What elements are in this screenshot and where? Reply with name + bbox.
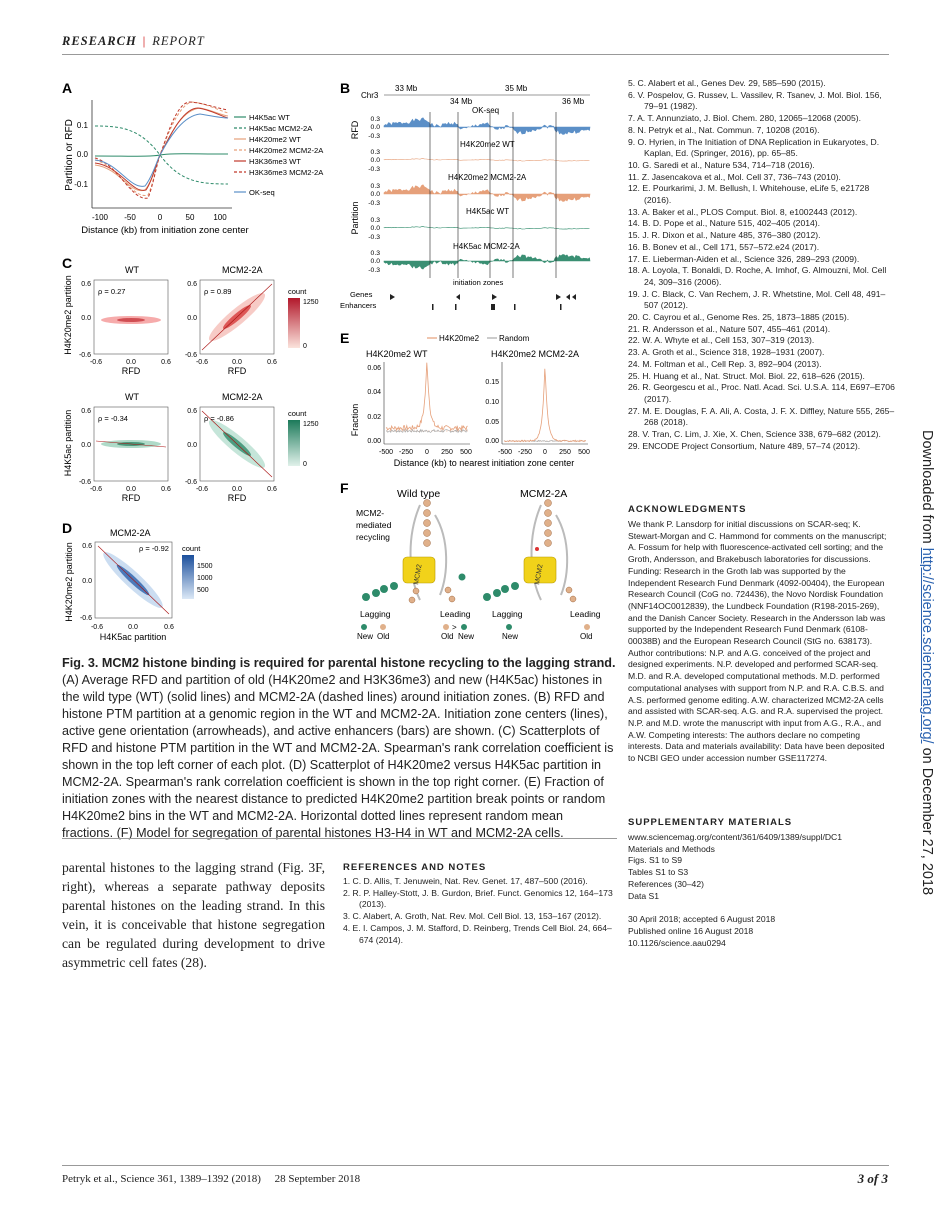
reference-item: 7. A. T. Annunziato, J. Biol. Chem. 280, 12065–12068 (2005). xyxy=(628,113,861,124)
d-ytick: -0.6 xyxy=(79,615,92,622)
panel-label-a: A xyxy=(62,80,73,96)
f-gt: > xyxy=(452,623,457,632)
c-colorbar-red xyxy=(288,298,300,348)
mcm-label: MCM2 xyxy=(534,563,545,586)
mcm-label: MCM2 xyxy=(413,563,424,586)
c-count-max: 1250 xyxy=(303,299,319,306)
b-genes-label: Genes xyxy=(350,290,373,299)
track-h4k20me2-mcm xyxy=(384,185,590,202)
svg-text:-0.3: -0.3 xyxy=(368,166,380,173)
panel-a xyxy=(64,100,324,236)
panel-label-c: C xyxy=(62,255,73,271)
b-tick-labels xyxy=(368,116,380,274)
d-title: MCM2-2A xyxy=(110,528,151,538)
f-new: New xyxy=(357,632,374,641)
b-chr: Chr3 xyxy=(361,91,379,100)
panel-label-d: D xyxy=(62,520,73,536)
c-rho: ρ = -0.34 xyxy=(98,414,128,423)
footer-citation xyxy=(62,1173,360,1185)
c-xlabel: RFD xyxy=(227,493,247,503)
download-watermark xyxy=(919,430,935,895)
supplementary-list xyxy=(628,832,893,949)
acknowledgments-heading: ACKNOWLEDGMENTS xyxy=(628,504,747,515)
reference-item: 17. E. Lieberman-Aiden et al., Science 326, 289–293 (2009). xyxy=(628,253,860,264)
reference-item: 22. W. A. Whyte et al., Cell 153, 307–319 (2013). xyxy=(628,335,815,346)
panel-d xyxy=(64,528,213,642)
supp-date: 30 April 2018; accepted 6 August 2018 xyxy=(628,914,776,925)
svg-text:0.3: 0.3 xyxy=(370,116,380,123)
reference-item: 5. C. Alabert et al., Genes Dev. 29, 585–590 (2015). xyxy=(628,78,826,88)
reference-item: 16. B. Bonev et al., Cell 171, 557–572.e24 (2017). xyxy=(628,241,820,252)
e-ytick: 0.00 xyxy=(485,438,499,445)
reference-item: 4. E. I. Campos, J. M. Stafford, D. Reinberg, Trends Cell Biol. 24, 664–674 (2014). xyxy=(343,922,612,945)
references-list-left xyxy=(343,876,613,946)
a-ytick: -0.1 xyxy=(74,180,88,189)
b-enhancers-label: Enhancers xyxy=(340,301,377,310)
svg-text:0.0: 0.0 xyxy=(126,486,136,493)
svg-text:0.6: 0.6 xyxy=(81,281,91,288)
panel-label-e: E xyxy=(340,330,350,346)
d-level: 500 xyxy=(197,587,209,594)
svg-text:0.6: 0.6 xyxy=(267,359,277,366)
svg-text:0.3: 0.3 xyxy=(370,250,380,257)
c-count-label: count xyxy=(288,409,307,418)
e-ytick: 0.04 xyxy=(367,389,381,396)
c-title: WT xyxy=(125,392,139,402)
e-xlabel: Distance (kb) to nearest initiation zone center xyxy=(393,458,575,468)
svg-text:0.6: 0.6 xyxy=(187,408,197,415)
svg-text:-0.6: -0.6 xyxy=(184,352,197,359)
d-xtick: -0.6 xyxy=(90,624,104,631)
svg-text:-0.6: -0.6 xyxy=(78,352,91,359)
svg-text:0.0: 0.0 xyxy=(81,442,91,449)
curve-h3k36me3-wt xyxy=(95,108,228,190)
svg-text:0.0: 0.0 xyxy=(370,258,380,265)
reference-item: 19. J. C. Black, C. Van Rechem, J. R. Whetstine, Mol. Cell 48, 491–507 (2012). xyxy=(628,288,886,311)
acknowledgments-text: We thank P. Lansdorp for initial discussions on SCAR-seq; K. Stewart-Morgan and C. Hammond for comments on the manuscript; A. Fossum for help with fluorescence-activated cell sorting; and the Groth, Andersson, and Brakebusch laboratories for discussions. Funding: Research in the Groth lab was supported by the Independent Research Fund Denmark (4092-00404), the European Research Council (CoG no. 724436), the Novo Nordisk Foundation (NNF14OC0012839), the Lundbeck Foundation (R198-2015-269), and the Danish Cancer Society. Research in the Andersson lab was supported by the Independent Research Fund Denmark (6108-00038B) and the European Research Council (StG no. 638173). Author contributions: N.P. and A.G. conceived of the project and designed experiments. N.P. developed and performed SCAR-seq. M.D. and R.A. developed computational methods. M.D. performed computational analyses with support from N.P. and R.A. C.B.S. and A.S. performed genome editing. A.W. characterized MCM2-2A cells and assisted with SCAR-seq. A.G. and R.A. supervised the project. N.P. and M.D. wrote the manuscript with input from A.G., R.A., and A.W. Competing interests: The authors declare no competing interests. Data and materials availability: Data have been deposited to NCBI GEO under accession number GSE117274. xyxy=(628,519,887,764)
panel-label-f: F xyxy=(340,480,349,496)
panel-a-ylabel: Partition or RFD xyxy=(64,119,75,191)
curve-h4k5ac-wt xyxy=(95,154,228,157)
c-xlabel: RFD xyxy=(227,366,247,376)
a-legend-item: H4K5ac MCM2-2A xyxy=(249,124,313,133)
b-coord: 33 Mb xyxy=(395,84,418,93)
e-ytick: 0.10 xyxy=(485,399,499,406)
reference-item: 2. R. P. Halley-Stott, J. B. Gurdon, Brief. Funct. Genomics 12, 164–173 (2013). xyxy=(343,887,613,910)
f-lagging: Lagging xyxy=(360,609,391,619)
panel-c xyxy=(63,265,319,503)
b-track-label: H4K5ac WT xyxy=(466,207,510,216)
svg-text:0.6: 0.6 xyxy=(161,486,171,493)
c-ylabel-top: H4K20me2 partition xyxy=(63,275,73,355)
svg-text:-0.6: -0.6 xyxy=(184,479,197,486)
reference-item: 29. ENCODE Project Consortium, Nature 489, 57–74 (2012). xyxy=(628,440,861,451)
issue-date: 28 September 2018 xyxy=(274,1173,361,1185)
e-xtick: -500 xyxy=(378,449,394,456)
track-okseq xyxy=(384,118,590,135)
d-count-label: count xyxy=(182,544,201,553)
reference-item: 3. C. Alabert, A. Groth, Nat. Rev. Mol. Cell Biol. 13, 153–167 (2012). xyxy=(343,911,602,922)
e-xtick: 500 xyxy=(578,449,590,456)
supp-url[interactable]: www.sciencemag.org/content/361/6409/1389/suppl/DC1 xyxy=(628,832,843,842)
svg-text:-0.3: -0.3 xyxy=(368,267,380,274)
f-old: Old xyxy=(377,632,390,641)
svg-text:-0.6: -0.6 xyxy=(89,359,103,366)
d-ylabel: H4K20me2 partition xyxy=(64,542,74,622)
c-title: MCM2-2A xyxy=(222,392,263,402)
track-h4k5ac-wt xyxy=(384,227,590,230)
b-track-label: H4K5ac MCM2-2A xyxy=(453,242,520,251)
e-xtick: -250 xyxy=(517,449,533,456)
e-legend: Random xyxy=(499,334,530,343)
article-type: REPORT xyxy=(152,34,205,48)
d-xtick: 0.0 xyxy=(128,624,138,631)
panel-b xyxy=(340,84,590,310)
a-xtick: -100 xyxy=(91,213,109,222)
f-new: New xyxy=(458,632,475,641)
c-rho: ρ = -0.86 xyxy=(204,414,234,423)
svg-text:0.6: 0.6 xyxy=(161,359,171,366)
e-xtick: 0 xyxy=(543,449,547,456)
d-level: 1500 xyxy=(197,563,213,570)
svg-text:0.0: 0.0 xyxy=(126,359,136,366)
supp-doi: 10.1126/science.aau0294 xyxy=(628,937,726,948)
svg-text:-0.6: -0.6 xyxy=(78,479,91,486)
svg-text:-0.6: -0.6 xyxy=(89,486,103,493)
reference-item: 18. A. Loyola, T. Bonaldi, D. Roche, A. Imhof, G. Almouzni, Mol. Cell 24, 309–316 (2006). xyxy=(628,265,887,287)
panel-e xyxy=(350,334,590,468)
svg-text:0.0: 0.0 xyxy=(370,157,380,164)
e-ytick: 0.06 xyxy=(367,365,381,372)
svg-text:0.0: 0.0 xyxy=(370,225,380,232)
watermark-suffix: on December 27, 2018 xyxy=(919,747,935,896)
watermark-prefix: Downloaded from xyxy=(919,430,935,544)
a-legend-item: OK-seq xyxy=(249,188,275,197)
d-ytick: 0.6 xyxy=(82,543,92,550)
supp-line: Materials and Methods xyxy=(628,843,715,854)
caption-rule xyxy=(62,838,617,839)
fork-mcm2-2a xyxy=(483,500,576,603)
a-xtick: 50 xyxy=(185,213,195,222)
reference-item: 27. M. E. Douglas, F. A. Ali, A. Costa, J. F. X. Diffley, Nature 555, 265–268 (2018). xyxy=(628,405,895,428)
c-xticks xyxy=(90,359,277,493)
b-coord: 35 Mb xyxy=(505,84,528,93)
c-colorbar-green xyxy=(288,420,300,466)
reference-item: 21. R. Andersson et al., Nature 507, 455–461 (2014). xyxy=(628,323,831,334)
svg-text:0.3: 0.3 xyxy=(370,149,380,156)
d-level: 1000 xyxy=(197,575,213,582)
header-separator: | xyxy=(142,34,147,48)
e-ylabel: Fraction xyxy=(350,403,360,437)
e-ytick: 0.00 xyxy=(367,438,381,445)
svg-text:-0.6: -0.6 xyxy=(195,486,209,493)
svg-text:-0.3: -0.3 xyxy=(368,200,380,207)
b-rfd-label: RFD xyxy=(350,120,360,140)
c-title: MCM2-2A xyxy=(222,265,263,275)
a-legend-item: H4K5ac WT xyxy=(249,113,290,122)
f-mediated: mediated xyxy=(356,520,392,530)
e-ytick: 0.02 xyxy=(367,414,381,421)
b-track-label: H4K20me2 WT xyxy=(460,140,515,149)
svg-text:0.3: 0.3 xyxy=(370,217,380,224)
caption-title: Fig. 3. MCM2 histone binding is required for parental histone recycling to the lagging strand. xyxy=(62,656,616,670)
panel-label-b: B xyxy=(340,80,351,96)
f-wt-title: Wild type xyxy=(397,488,441,500)
b-coord: 34 Mb xyxy=(450,97,473,106)
c-xlabel: RFD xyxy=(121,493,141,503)
curve-h4k20me2-mcm xyxy=(95,102,228,195)
d-ytick: 0.0 xyxy=(82,578,92,585)
a-legend-item: H3K36me3 WT xyxy=(249,157,301,166)
page-number: 3 of 3 xyxy=(857,1171,888,1186)
svg-text:-0.6: -0.6 xyxy=(195,359,209,366)
a-legend-item: H4K20me2 MCM2-2A xyxy=(249,146,324,155)
svg-text:0.0: 0.0 xyxy=(370,191,380,198)
b-track-label: OK-seq xyxy=(472,106,500,115)
e-ytick: 0.05 xyxy=(485,419,499,426)
a-ytick: 0.1 xyxy=(76,121,88,130)
f-mcm-title: MCM2-2A xyxy=(520,488,568,500)
citation: Petryk et al., Science 361, 1389–1392 (2018) xyxy=(62,1173,261,1185)
a-xtick: -50 xyxy=(124,213,136,222)
reference-item: 13. A. Baker et al., PLOS Comput. Biol. 8, e1002443 (2012). xyxy=(628,206,858,217)
a-xtick: 0 xyxy=(157,213,163,222)
svg-text:0.0: 0.0 xyxy=(187,315,197,322)
reference-item: 15. J. R. Dixon et al., Nature 485, 376–380 (2012). xyxy=(628,230,821,241)
reference-item: 1. C. D. Allis, T. Jenuwein, Nat. Rev. Genet. 17, 487–500 (2016). xyxy=(343,876,588,886)
section-label: RESEARCH xyxy=(62,34,137,48)
e-xtick: 500 xyxy=(460,449,472,456)
watermark-link[interactable]: http://science.sciencemag.org/ xyxy=(919,547,935,744)
body-paragraph: parental histones to the lagging strand (Fig. 3F, right), whereas a separate pathway deposits parental histones on the leading strand. In this vein, it is conceivable that histone segregation can be regulated during development to drive asymmetric cell fates (28). xyxy=(62,860,325,970)
reference-item: 28. V. Tran, C. Lim, J. Xie, X. Chen, Science 338, 679–682 (2012). xyxy=(628,429,881,440)
f-old: Old xyxy=(441,632,454,641)
c-count-min: 0 xyxy=(303,343,307,350)
footer-rule xyxy=(62,1165,889,1166)
supp-line: References (30–42) xyxy=(628,878,704,889)
svg-text:0.3: 0.3 xyxy=(370,183,380,190)
f-lagging: Lagging xyxy=(492,609,523,619)
svg-text:-0.3: -0.3 xyxy=(368,234,380,241)
supplementary-heading: SUPPLEMENTARY MATERIALS xyxy=(628,817,793,828)
reference-item: 6. V. Pospelov, G. Russev, L. Vassilev, R. Tsanev, J. Mol. Biol. 156, 79–91 (1982). xyxy=(628,89,882,112)
svg-text:0.0: 0.0 xyxy=(187,442,197,449)
c-count-max: 1250 xyxy=(303,421,319,428)
supp-line: Figs. S1 to S9 xyxy=(628,855,682,866)
a-xtick: 100 xyxy=(213,213,227,222)
f-old: Old xyxy=(580,632,593,641)
svg-text:0.6: 0.6 xyxy=(187,281,197,288)
svg-text:0.6: 0.6 xyxy=(267,486,277,493)
reference-item: 10. G. Saredi et al., Nature 534, 714–718 (2016). xyxy=(628,159,815,170)
c-rho: ρ = 0.27 xyxy=(98,287,126,296)
caption-text: (A) Average RFD and partition of old (H4K20me2 and H3K36me3) and new (H4K5ac) histones in the wild type (WT) (solid lines) and MCM2-2A (dashed lines) around initiation zones. (B) RFD and histone PTM partition at a genomic region in the WT and MCM2-2A. Initiation zone centers (lines), active gene orientation (arrowheads), and active enhancers (bars) are shown. (C) Scatterplots of RFD and histone PTM partition in the WT and MCM2-2A. Spearman's rank correlation coefficient is shown in the top left corner of each plot. (D) Scatterplot of H4K20me2 versus H4K5ac partition in MCM2-2A. Spearman's rank correlation coefficient is shown in the top right corner. (E) Fraction of initiation zones with the nearest distance to predicted H4K20me2 partition break points or random H4K20me2 bins in the WT and MCM2-2A. Horizontal dotted lines represent random mean fractions. (F) Model for segregation of parental histones H3-H4 in WT and MCM2-2A cells. xyxy=(62,673,614,840)
d-xtick: 0.6 xyxy=(164,624,174,631)
reference-item: 23. A. Groth et al., Science 318, 1928–1931 (2007). xyxy=(628,347,825,358)
f-leading: Leading xyxy=(570,609,601,619)
b-initiation-label: initiation zones xyxy=(453,278,504,287)
svg-text:0.0: 0.0 xyxy=(232,486,242,493)
reference-item: 24. M. Foltman et al., Cell Rep. 3, 892–904 (2013). xyxy=(628,358,822,369)
reference-item: 14. B. D. Pope et al., Nature 515, 402–405 (2014). xyxy=(628,218,821,229)
c-xlabel: RFD xyxy=(121,366,141,376)
references-list-right xyxy=(628,78,896,453)
c-ylabel-bottom: H4K5ac partition xyxy=(63,409,73,477)
panel-a-xlabel: Distance (kb) from initiation zone center xyxy=(81,225,249,236)
e-title: H4K20me2 WT xyxy=(366,349,428,359)
d-colorbar xyxy=(182,555,194,599)
e-ytick: 0.15 xyxy=(485,379,499,386)
svg-text:0.0: 0.0 xyxy=(370,124,380,131)
d-xlabel: H4K5ac partition xyxy=(99,632,167,642)
f-leading: Leading xyxy=(440,609,471,619)
references-heading: REFERENCES AND NOTES xyxy=(343,862,487,873)
supp-line: Data S1 xyxy=(628,890,660,901)
f-new: New xyxy=(502,632,519,641)
track-h4k5ac-mcm xyxy=(384,255,590,270)
reference-item: 26. R. Georgescu et al., Proc. Natl. Acad. Sci. U.S.A. 114, E697–E706 (2017). xyxy=(628,382,895,404)
reference-item: 11. Z. Jasencakova et al., Mol. Cell 37, 736–743 (2010). xyxy=(628,171,841,182)
e-xtick: 250 xyxy=(441,449,453,456)
svg-text:-0.3: -0.3 xyxy=(368,133,380,140)
reference-item: 8. N. Petryk et al., Nat. Commun. 7, 10208 (2016). xyxy=(628,124,820,135)
curve-h4k20me2-wt xyxy=(95,108,228,191)
supp-line: Tables S1 to S3 xyxy=(628,867,689,878)
a-ytick: 0.0 xyxy=(76,150,88,159)
b-track-label: H4K20me2 MCM2-2A xyxy=(448,173,527,182)
f-mediated: MCM2- xyxy=(356,508,385,518)
panel-f xyxy=(356,488,601,641)
a-legend-item: H3K36me3 MCM2-2A xyxy=(249,168,324,177)
reference-item: 20. C. Cayrou et al., Genome Res. 25, 1873–1885 (2015). xyxy=(628,312,850,323)
svg-text:0.0: 0.0 xyxy=(81,315,91,322)
c-title: WT xyxy=(125,265,139,275)
a-legend-item: H4K20me2 WT xyxy=(249,135,301,144)
svg-text:0.0: 0.0 xyxy=(232,359,242,366)
c-rho: ρ = 0.89 xyxy=(204,287,232,296)
c-count-min: 0 xyxy=(303,461,307,468)
svg-text:0.6: 0.6 xyxy=(81,408,91,415)
e-xtick: -250 xyxy=(398,449,414,456)
b-partition-label: Partition xyxy=(350,201,360,235)
f-mediated: recycling xyxy=(356,532,390,542)
e-legend: H4K20me2 xyxy=(439,334,480,343)
figure-caption xyxy=(62,655,617,842)
reference-item: 9. O. Hyrien, in The Initiation of DNA Replication in Eukaryotes, D. Kaplan, Ed. (Springer, 2016), pp. 65–85. xyxy=(628,136,880,159)
e-xtick: 0 xyxy=(425,449,429,456)
c-yticks xyxy=(79,281,197,486)
c-count-label: count xyxy=(288,287,307,296)
track-h4k20me2-wt xyxy=(384,159,590,162)
d-rho: ρ = -0.92 xyxy=(139,544,169,553)
reference-item: 25. H. Huang et al., Nat. Struct. Mol. Biol. 22, 618–626 (2015). xyxy=(628,370,865,381)
reference-item: 12. E. Pourkarimi, J. M. Bellush, I. Whitehouse, eLife 5, e21728 (2016). xyxy=(628,183,870,206)
supp-date: Published online 16 August 2018 xyxy=(628,925,754,936)
e-xtick: -500 xyxy=(497,449,513,456)
b-coord: 36 Mb xyxy=(562,97,585,106)
e-xtick: 250 xyxy=(559,449,571,456)
e-title: H4K20me2 MCM2-2A xyxy=(491,349,580,359)
